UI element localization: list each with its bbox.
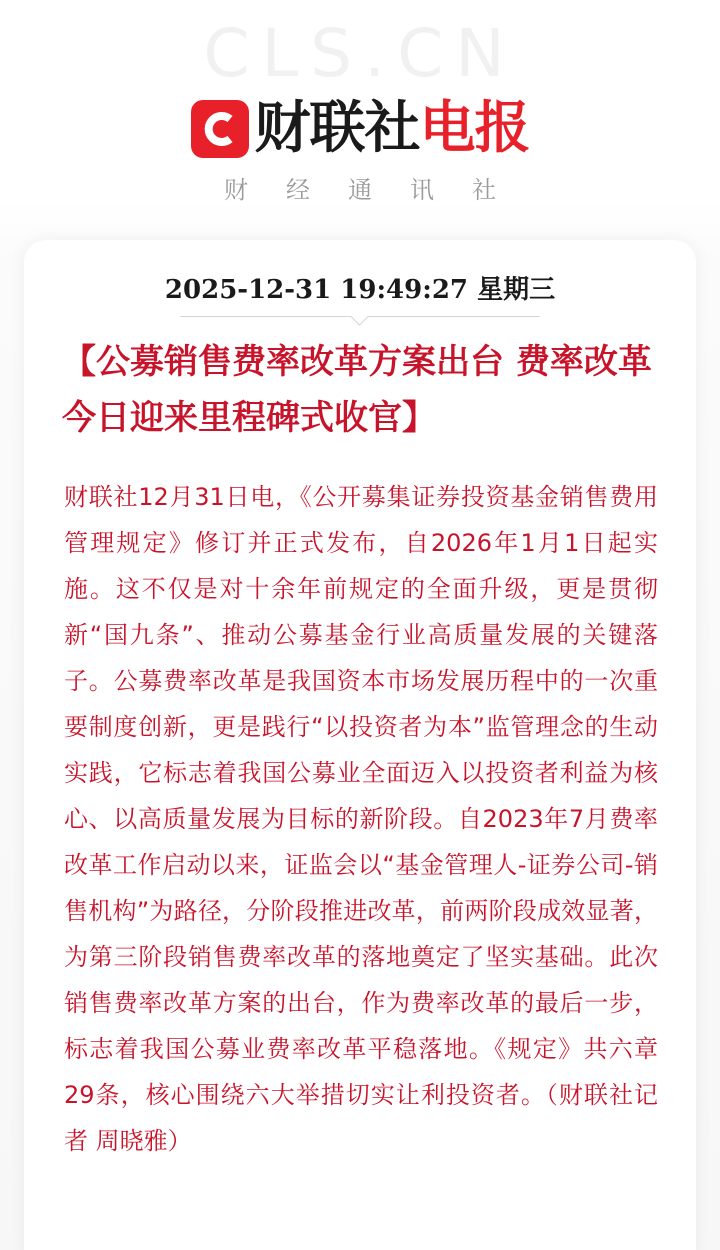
article-body: 财联社12月31日电，《公开募集证券投资基金销售费用管理规定》修订并正式发布，自2026年1月1日起实施。这不仅是对十余年前规定的全面升级，更是贯彻新“国九条”、推动公募基金行业高质量发展的关键落子。公募费率改革是我国资本市场发展历程中的一次重要制度创新，更是践行“以投资者为本”监管理念的生动实践，它标志着我国公募业全面迈入以投资者利益为核心、以高质量发展为目标的新阶段。自2023年7月费率改革工作启动以来，证监会以“基金管理人-证券公司-销售机构”为路径，分阶段推进改革，前两阶段成效显著，为第三阶段销售费率改革的落地奠定了坚实基础。此次销售费率改革方案的出台，作为费率改革的最后一步，标志着我国公募业费率改革平稳落地。《规定》共六章29条，核心围绕六大举措切实让利投资者。（财联社记者 周晓雅） (64, 483, 658, 1155)
brand-subtitle: 财经通讯社 (224, 176, 534, 204)
brand-name-accent: 电报 (419, 96, 530, 161)
brand-name: 财联社 (254, 96, 420, 161)
article-datetime: 2025-12-31 19:49:27 星期三 (164, 275, 556, 305)
logo-c-icon (199, 108, 241, 150)
cls-logo-icon (191, 100, 249, 158)
watermark: CLS.CN (203, 15, 517, 92)
article-headline: 【公募销售费率改革方案出台 费率改革今日迎来里程碑式收官】 (62, 342, 652, 438)
brand-logo (0, 96, 720, 162)
